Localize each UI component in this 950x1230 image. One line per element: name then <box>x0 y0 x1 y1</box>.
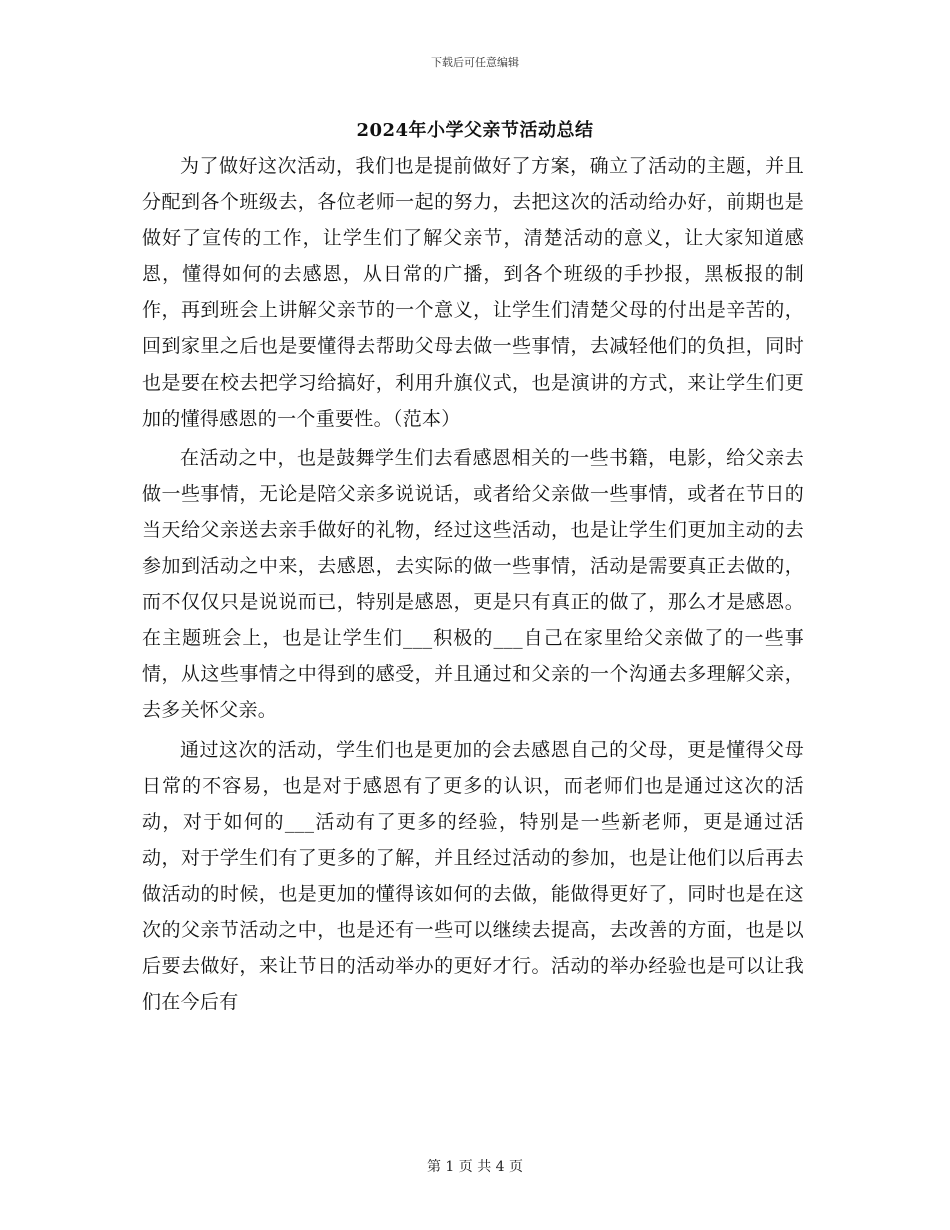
page-number-footer: 第 1 页 共 4 页 <box>426 1159 524 1175</box>
paragraph-3: 通过这次的活动，学生们也是更加的会去感恩自己的父母，更是懂得父母日常的不容易，也是对于感恩有了更多的认识，而老师们也是通过这次的活动，对于如何的___活动有了更多的经验，特别是一些新老师，更是通过活动，对于学生们有了更多的了解，并且经过活动的参加，也是让他们以后再去做活动的时候，也是更加的懂得该如何的去做，能做得更好了，同时也是在这次的父亲节活动之中，也是还有一些可以继续去提高，去改善的方面，也是以后要去做好，来让节日的活动举办的更好才行。活动的举办经验也是可以让我们在今后有 <box>142 738 804 1014</box>
header-note: 下载后可任意编辑 <box>431 56 519 69</box>
paragraph-1: 为了做好这次活动，我们也是提前做好了方案，确立了活动的主题，并且分配到各个班级去，各位老师一起的努力，去把这次的活动给办好，前期也是做好了宣传的工作，让学生们了解父亲节，清楚活动的意义，让大家知道感恩，懂得如何的去感恩，从日常的广播，到各个班级的手抄报，黑板报的制作，再到班会上讲解父亲节的一个意义，让学生们清楚父母的付出是辛苦的，回到家里之后也是要懂得去帮助父母去做一些事情，去减轻他们的负担，同时也是要在校去把学习给搞好，利用升旗仪式，也是演讲的方式，来让学生们更加的懂得感恩的一个重要性。（范本） <box>142 155 804 430</box>
document-body <box>142 148 804 1020</box>
document-title: 2024年小学父亲节活动总结 <box>356 120 594 141</box>
paragraph-2: 在活动之中，也是鼓舞学生们去看感恩相关的一些书籍，电影，给父亲去做一些事情，无论是陪父亲多说说话，或者给父亲做一些事情，或者在节日的当天给父亲送去亲手做好的礼物，经过这些活动，也是让学生们更加主动的去参加到活动之中来，去感恩，去实际的做一些事情，活动是需要真正去做的，而不仅仅只是说说而已，特别是感恩，更是只有真正的做了，那么才是感恩。在主题班会上，也是让学生们___积极的___自己在家里给父亲做了的一些事情，从这些事情之中得到的感受，并且通过和父亲的一个沟通去多理解父亲，去多关怀父亲。 <box>142 446 804 722</box>
